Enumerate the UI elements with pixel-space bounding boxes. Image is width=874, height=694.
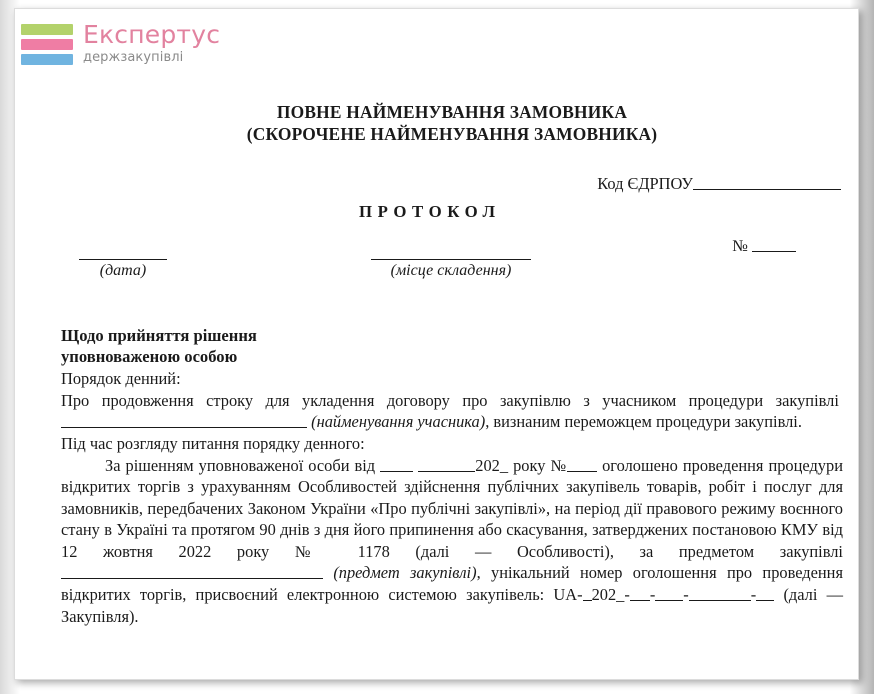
place-caption: (місце складення) [390,261,512,279]
edrpou-field [597,173,841,194]
body-part-5: (далі — Закупівля). [61,584,843,626]
organization-name-line-2: (СКОРОЧЕНЕ НАЙМЕНУВАННЯ ЗАМОВНИКА) [246,124,658,145]
document-sheet [14,8,859,680]
decision-body-text [61,455,843,628]
agenda-text-part-1: Про продовження строку для укладення договору про закупівлю з учасником процедури закупівлі [61,390,839,410]
date-rule [79,259,167,260]
ua-dash-1: - [624,584,630,604]
month-blank[interactable] [418,455,475,472]
place-field[interactable] [371,259,531,282]
ua-dash-3: - [683,584,689,604]
protocol-title-row [61,201,843,225]
participant-caption: (найменування учасника) [311,412,486,432]
ua-blank-4[interactable] [689,584,751,601]
body-part-4: , унікальний номер оголошення про проведення відкритих торгів, присвоєний електронною системою закупівель: UA- [61,563,843,604]
date-place-row [61,259,843,299]
logo-subtitle: держзакупівлі [83,50,184,65]
date-field[interactable] [79,259,167,282]
logo-blue-bar-icon [21,54,73,65]
agenda-text-part-2: , визнаним переможцем процедури закупівлі. [485,412,802,432]
logo-green-bar-icon [21,24,73,35]
organization-name-line-1: ПОВНЕ НАЙМЕНУВАННЯ ЗАМОВНИКА [276,102,628,122]
edrpou-blank[interactable] [693,173,841,190]
body-part-3: оголошено проведення процедури відкритих торгів з урахуванням Особливостей здійснення публічних закупівель товарів, робіт і послуг для замовників, передбачених Законом України «Про публічні закупівлі», на період дії правового режиму воєнного стану в Україні та протягом 90 днів з дня його припинення або скасування, затверджених постановою КМУ від 12 жовтня 2022 року № 1178 (далі — Особливості), за предметом закупівлі [61,455,843,561]
protocol-number-row [61,235,843,257]
protocol-number-field [732,235,796,256]
body-part-1: За рішенням уповноваженої особи від [105,455,376,475]
place-rule [371,259,531,260]
protocol-number-blank[interactable] [752,235,796,252]
edrpou-row [61,173,843,195]
procurement-subject-blank[interactable] [61,563,323,580]
date-caption: (дата) [99,261,147,279]
procurement-subject-caption: (предмет закупівлі) [333,563,477,583]
protocol-number-label: № [732,235,748,255]
participant-name-blank[interactable] [61,412,307,429]
agenda-text [61,390,843,433]
expertus-logo [21,22,220,65]
ua-blank-1[interactable] [583,584,592,601]
ua-year: 202_ [591,584,625,604]
logo-title: Експертус [83,20,221,49]
body-part-2: року [513,455,546,475]
body-year-suffix: 202_ [475,455,509,475]
ua-blank-2[interactable] [630,584,650,601]
day-blank[interactable] [380,455,413,472]
ua-dash-4: - [750,584,757,604]
ua-dash-2: - [649,584,656,604]
logo-pink-bar-icon [21,39,73,50]
protocol-title: ПРОТОКОЛ [359,201,501,221]
agenda-label: Порядок денний: [61,369,181,389]
decision-number-blank[interactable] [567,455,597,472]
protocol-document [61,101,843,627]
ua-blank-3[interactable] [655,584,683,601]
body-number-label: № [550,455,568,475]
logo-bars-icon [21,24,73,65]
decision-subject [61,325,843,369]
ua-blank-5[interactable] [756,584,774,601]
decision-subject-line-2: уповноваженою особою [61,347,238,367]
review-label: Під час розгляду питання порядку денного: [61,434,365,453]
edrpou-label: Код ЄДРПОУ [597,173,693,193]
decision-subject-line-1: Щодо прийняття рішення [61,325,257,345]
